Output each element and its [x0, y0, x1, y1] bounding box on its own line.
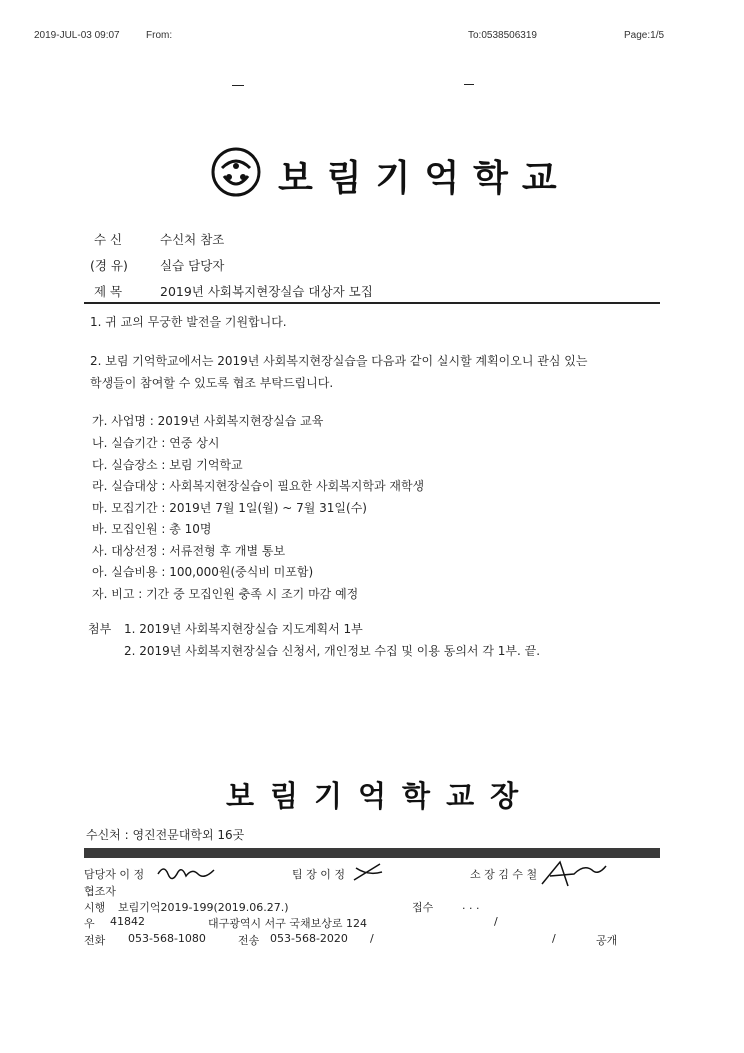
fax-to: To:0538506319: [468, 30, 537, 41]
item-recruit-count: 바. 모집인원 : 총 10명: [92, 522, 212, 536]
item-cost: 아. 실습비용 : 100,000원(중식비 미포함): [92, 565, 314, 579]
enforce-value: 보림기억2019-199(2019.06.27.): [118, 901, 289, 914]
item-note: 자. 비고 : 기간 중 모집인원 충족 시 조기 마감 예정: [92, 587, 359, 601]
director-signature-icon: [540, 856, 610, 890]
paragraph-1: 1. 귀 교의 무궁한 발전을 기원합니다.: [90, 315, 287, 329]
recipient-value: 수신처 참조: [160, 232, 225, 247]
subject-value: 2019년 사회복지현장실습 대상자 모집: [160, 284, 373, 299]
subject-label: 제 목: [94, 284, 123, 299]
phone-label: 전화: [84, 934, 106, 947]
org-title: 보림기억학교: [278, 158, 571, 199]
paragraph-2-line-1: 2. 보림 기억학교에서는 2019년 사회복지현장실습을 다음과 같이 실시할 계획이오니 관심 있는: [90, 354, 588, 368]
postal-code: 41842: [110, 915, 145, 928]
fax-datetime: 2019-JUL-03 09:07: [34, 30, 120, 41]
paragraph-2-line-2: 학생들이 참여할 수 있도록 협조 부탁드립니다.: [90, 376, 334, 390]
via-value: 실습 담당자: [160, 258, 225, 273]
disclosure: 공개: [596, 934, 618, 947]
receipt-value: . . .: [462, 899, 480, 912]
item-business-name: 가. 사업명 : 2019년 사회복지현장실습 교육: [92, 414, 324, 428]
fax-number: 053-568-2020: [270, 932, 348, 945]
slash-3: /: [552, 932, 556, 945]
signature-title: 보림기억학교장: [226, 779, 535, 813]
drafter-signature-icon: [156, 862, 218, 882]
attachment-1: 1. 2019년 사회복지현장실습 지도계획서 1부: [124, 622, 363, 636]
address: 대구광역시 서구 국채보상로 124: [208, 917, 367, 930]
drafter: 담당자 이 정: [84, 868, 145, 881]
attachment-2: 2. 2019년 사회복지현장실습 신청서, 개인정보 수집 및 이용 동의서 각 1부. 끝.: [124, 644, 541, 658]
item-period: 나. 실습기간 : 연중 상시: [92, 436, 220, 450]
phone: 053-568-1080: [128, 932, 206, 945]
receipt-label: 접수: [412, 901, 434, 914]
fax-page: Page:1/5: [624, 30, 665, 41]
item-recruit-period: 마. 모집기간 : 2019년 7월 1일(월) ~ 7월 31일(수): [92, 501, 367, 515]
director: 소 장 김 수 철: [470, 868, 538, 881]
recipients-line: 수신처 : 영진전문대학외 16곳: [86, 828, 245, 842]
item-place: 다. 실습장소 : 보림 기억학교: [92, 458, 243, 472]
slash-2: /: [370, 932, 374, 945]
postal-label: 우: [84, 917, 95, 930]
attachments-label: 첨부: [88, 622, 112, 636]
via-label: (경 유): [90, 258, 128, 273]
header-divider: [84, 302, 660, 304]
item-target: 라. 실습대상 : 사회복지현장실습이 필요한 사회복지학과 재학생: [92, 479, 425, 493]
school-logo-icon: [210, 146, 262, 198]
fax-from: From:: [146, 30, 173, 41]
fax-label: 전송: [238, 934, 260, 947]
cooperator: 협조자: [84, 885, 116, 898]
item-selection: 사. 대상선정 : 서류전형 후 개별 통보: [92, 544, 286, 558]
team-lead: 팀 장 이 정: [292, 868, 345, 881]
recipient-label: 수 신: [94, 232, 123, 247]
slash-1: /: [494, 915, 498, 928]
enforce-label: 시행: [84, 901, 106, 914]
team-lead-signature-icon: [350, 860, 386, 886]
